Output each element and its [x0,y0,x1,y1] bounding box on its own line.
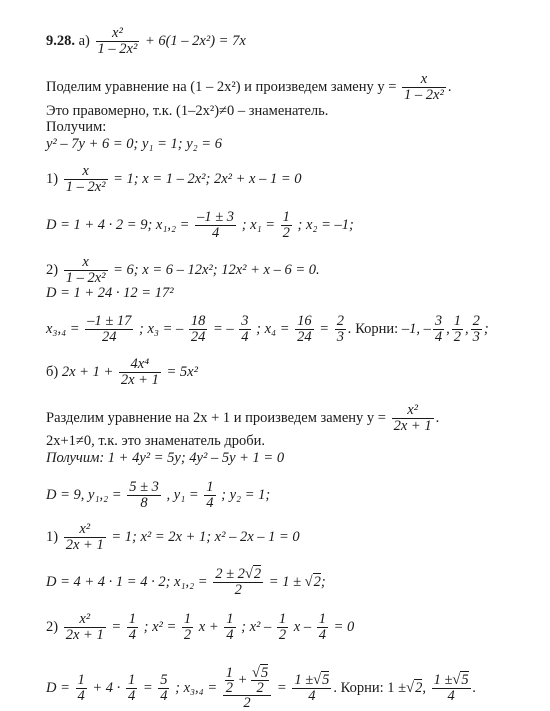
fraction [292,673,331,704]
fraction [277,612,288,643]
math-text: 3 [472,329,480,345]
case-2-discriminant-b: D = $\frac{1}{4}$ + 4 · $\frac{1}{4}$ = $\frac{5}{4}$ ; x₃,₄ = $\frac{1}{2}$ + $\frac{√5}{2}$ 2 = $\frac{1 \pm√5}{4}$ . Корни: 1 ±√2, $\frac{1 \pm√5}{4}$ . [46,665,477,711]
fraction [204,480,215,511]
math-text: 5 [322,672,330,688]
math-text: x₃,₄ = [46,320,80,337]
math-text: 5 [261,665,269,681]
math-text: = [111,618,122,635]
math-text: = 5x² [166,363,198,380]
math-text: x [402,72,446,88]
math-text: 2 [282,225,290,241]
math-text: 4 [127,688,136,704]
math-text: 24 [190,329,206,345]
math-text: 18 [190,313,206,329]
fraction [64,522,106,553]
substitution-line: Поделим уравнение на (1 – 2x²) и произведем замену y = $\frac{x}{\text{1 – 2x²}}$ . [46,71,452,103]
answer-label-b: . Корни: 1 ± [333,679,407,696]
math-text: D = [46,679,70,696]
math-text: 24 [102,329,117,345]
math-text: 2 [183,627,192,643]
quadratic-line: y² – 7y + 6 = 0; y₁ = 1; y₂ = 6 [46,136,222,152]
fraction [76,673,87,704]
math-text: + [237,671,248,688]
fraction [433,314,444,345]
math-text: 4 [160,688,168,704]
math-text: 1 – 2x² [404,87,444,103]
math-text: 1 – 2x² [65,179,106,195]
math-text: √5 [252,665,269,681]
math-text: 3 [434,313,443,329]
math-text: 4 [318,627,326,643]
math-text: D = 9, y₁,₂ = [46,486,122,503]
validity-line-b: 2x+1≠0, т.к. это знаменатель дроби. [46,433,266,449]
fraction [85,314,133,345]
math-text: ; x₂ = –1; [297,216,354,233]
obtain-label: Получим: [46,119,107,135]
math-text: ; x₁ = [241,216,276,233]
math-text: ; x² = [143,618,177,635]
math-text: x + [198,618,219,635]
fraction [225,666,234,695]
math-text: 2 [253,566,262,582]
math-text: x² [64,522,106,538]
math-text: –1, [401,320,420,337]
math-text: 2x + 1 [393,418,432,434]
math-text: 4 [211,225,220,241]
math-text: 2 [453,329,461,345]
math-text: 1 [183,611,192,627]
case-2-discriminant: D = 1 + 24 · 12 = 17² [46,285,174,301]
math-text: 3 [241,313,249,329]
math-text: 2 [313,573,321,590]
fraction [335,314,346,345]
fraction [295,314,314,345]
case-1-discriminant [46,210,354,241]
substitution-text: Поделим уравнение на (1 – 2x²) и произведем замену y = [46,78,397,95]
part-a-label: а) [78,32,90,49]
case-2-roots: x₃,₄ = $\frac{-1 \pm 17}{24}$ ; x₃ = – $\frac{18}{24}$ = – $\frac{3}{4}$ ; x₄ = $\frac{16}{24}$ = $\frac{2}{3}$ . Корни: –1, – $\frac{3}{4}$ , $\frac{1}{2}$ , $\frac{2}{3}$ ; [46,313,489,345]
math-text: 1 [77,672,85,688]
validity-line: Это правомерно, т.к. (1–2x²)≠0 – знаменатель. [46,103,329,119]
math-text: 1 – 2x² [65,270,106,286]
math-text: 2) [46,261,59,278]
math-text: 2 [278,627,287,643]
math-text: ; x₃,₄ = [175,679,218,696]
fraction [127,480,161,511]
math-text: –1 ± 17 [87,313,132,329]
math-text: ; x₄ = [256,320,290,337]
equation-b [46,357,198,388]
math-text: 8 [140,495,148,511]
substitution-line-b: Разделим уравнение на 2x + 1 и произведем замену y = $\frac{\text{x²}}{2x + 1}$ . [46,402,440,434]
math-text: 1 [225,665,233,681]
fraction [158,673,169,704]
fraction [182,612,193,643]
math-text: 1 – 2x² [97,41,138,57]
math-text: 1 [128,611,136,627]
math-text: = [142,679,153,696]
part-b-label: б) [46,363,59,380]
math-text: 24 [297,329,312,345]
math-text: 1 [282,209,290,225]
math-text: 5 [160,672,168,688]
math-text: 1 [318,611,326,627]
math-text: Разделим уравнение на 2x + 1 и произведем замену y = [46,409,386,426]
math-text: 2 [256,680,264,696]
math-text: 1 [206,479,214,495]
math-text: = 6; x = 6 – 12x²; 12x² + x – 6 = 0. [113,261,320,278]
math-text: 5 ± 3 [129,479,159,495]
case-1-line [46,164,302,195]
math-text: – [423,320,431,337]
math-text: 1 ± [294,672,314,688]
fraction [126,673,137,704]
math-text: 4 [308,688,316,704]
fraction [317,612,328,643]
math-text: 4 [77,688,85,704]
case-2-line [46,255,320,286]
fraction [392,403,434,434]
fraction [471,314,482,345]
math-text: 4 [226,627,234,643]
problem-number: 9.28. [46,32,75,49]
equation-a [46,26,246,57]
math-text: 3 [336,329,344,345]
fraction [119,357,161,388]
equation-tail: + 6(1 – 2x²) = 7x [144,32,246,49]
fraction [251,666,269,695]
math-text: D = 1 + 4 · 2 = 9; x₁,₂ = [46,216,190,233]
math-text: ; y₂ = 1; [221,486,271,503]
math-text: 2 [336,313,344,329]
math-text: 4x⁴ [119,357,161,373]
math-text: . [472,679,477,696]
math-text: 1 [453,313,461,329]
fraction [224,612,235,643]
quadratic-line-b: Получим: 1 + 4y² = 5y; 4y² – 5y + 1 = 0 [46,450,285,466]
math-text: 16 [297,313,312,329]
math-text: 2 ± 2 [215,566,245,582]
math-text: 2 [234,582,242,598]
math-text: x² [96,26,140,42]
fraction [64,164,108,195]
math-text: 2x + 1 [65,537,104,553]
math-text: x² [392,403,434,419]
math-text: 1 ± [433,672,453,688]
fraction [239,314,250,345]
math-text: 1 ±√5 [294,672,330,688]
math-text: x [64,255,108,271]
math-text: 1) [46,170,59,187]
math-text: ; x₃ = – [139,320,184,337]
math-text: 2 [415,679,423,696]
math-text: = 1; x = 1 – 2x²; 2x² + x – 1 = 0 [113,170,302,187]
fraction [402,72,446,103]
math-text: 2 [225,680,233,696]
math-text: 4 [434,329,443,345]
math-text: 4 [128,627,136,643]
answer-label: Корни: [355,320,399,337]
math-text: –1 ± 3 [197,209,235,225]
math-text: = 1; x² = 2x + 1; x² – 2x – 1 = 0 [111,528,300,545]
math-text: 5 [461,672,469,688]
fraction [452,314,463,345]
nested-fraction [223,666,272,711]
fraction [195,210,236,241]
fraction [189,314,208,345]
math-text: , y₁ = [166,486,199,503]
fraction [96,26,140,57]
fraction [281,210,292,241]
math-text [223,666,272,696]
fraction [127,612,138,643]
math-text: 2x + 1 + [61,363,114,380]
math-text: 2 [472,313,480,329]
math-text: 2 ± 2√2 [215,566,262,582]
math-text: = 1 ± [268,573,302,590]
math-text: 1) [46,528,59,545]
math-text: x² [64,612,106,628]
math-text: = [276,679,287,696]
case-2-line-b [46,612,354,643]
math-text: x – [293,618,312,635]
math-text: 1 ±√5 [433,672,469,688]
fraction [213,567,263,598]
case-1-line-b [46,522,300,553]
fraction [64,612,106,643]
math-text: ; [320,573,326,590]
math-text: 4 [447,688,455,704]
fraction [64,255,108,286]
math-text: 2 [243,695,251,711]
case-1-discriminant-b: D = 4 + 4 · 1 = 4 · 2; x₁,₂ = $\frac{2 \pm 2√2}{2}$ = 1 ± √2; [46,566,326,598]
math-text: D = 4 + 4 · 1 = 4 · 2; x₁,₂ = [46,573,208,590]
math-text: 1 [226,611,234,627]
math-text: 1 [127,672,136,688]
math-text: 4 [241,329,249,345]
math-text: 4 [206,495,214,511]
math-text: 2x + 1 [65,627,104,643]
math-text: = 0 [333,618,355,635]
math-text: 2) [46,618,59,635]
math-text: x [64,164,108,180]
discriminant-b [46,480,270,511]
math-text: 1 [278,611,287,627]
math-text: + 4 · [92,679,121,696]
fraction [432,673,471,704]
math-text: ; x² – [241,618,272,635]
math-text: 2x + 1 [120,372,159,388]
